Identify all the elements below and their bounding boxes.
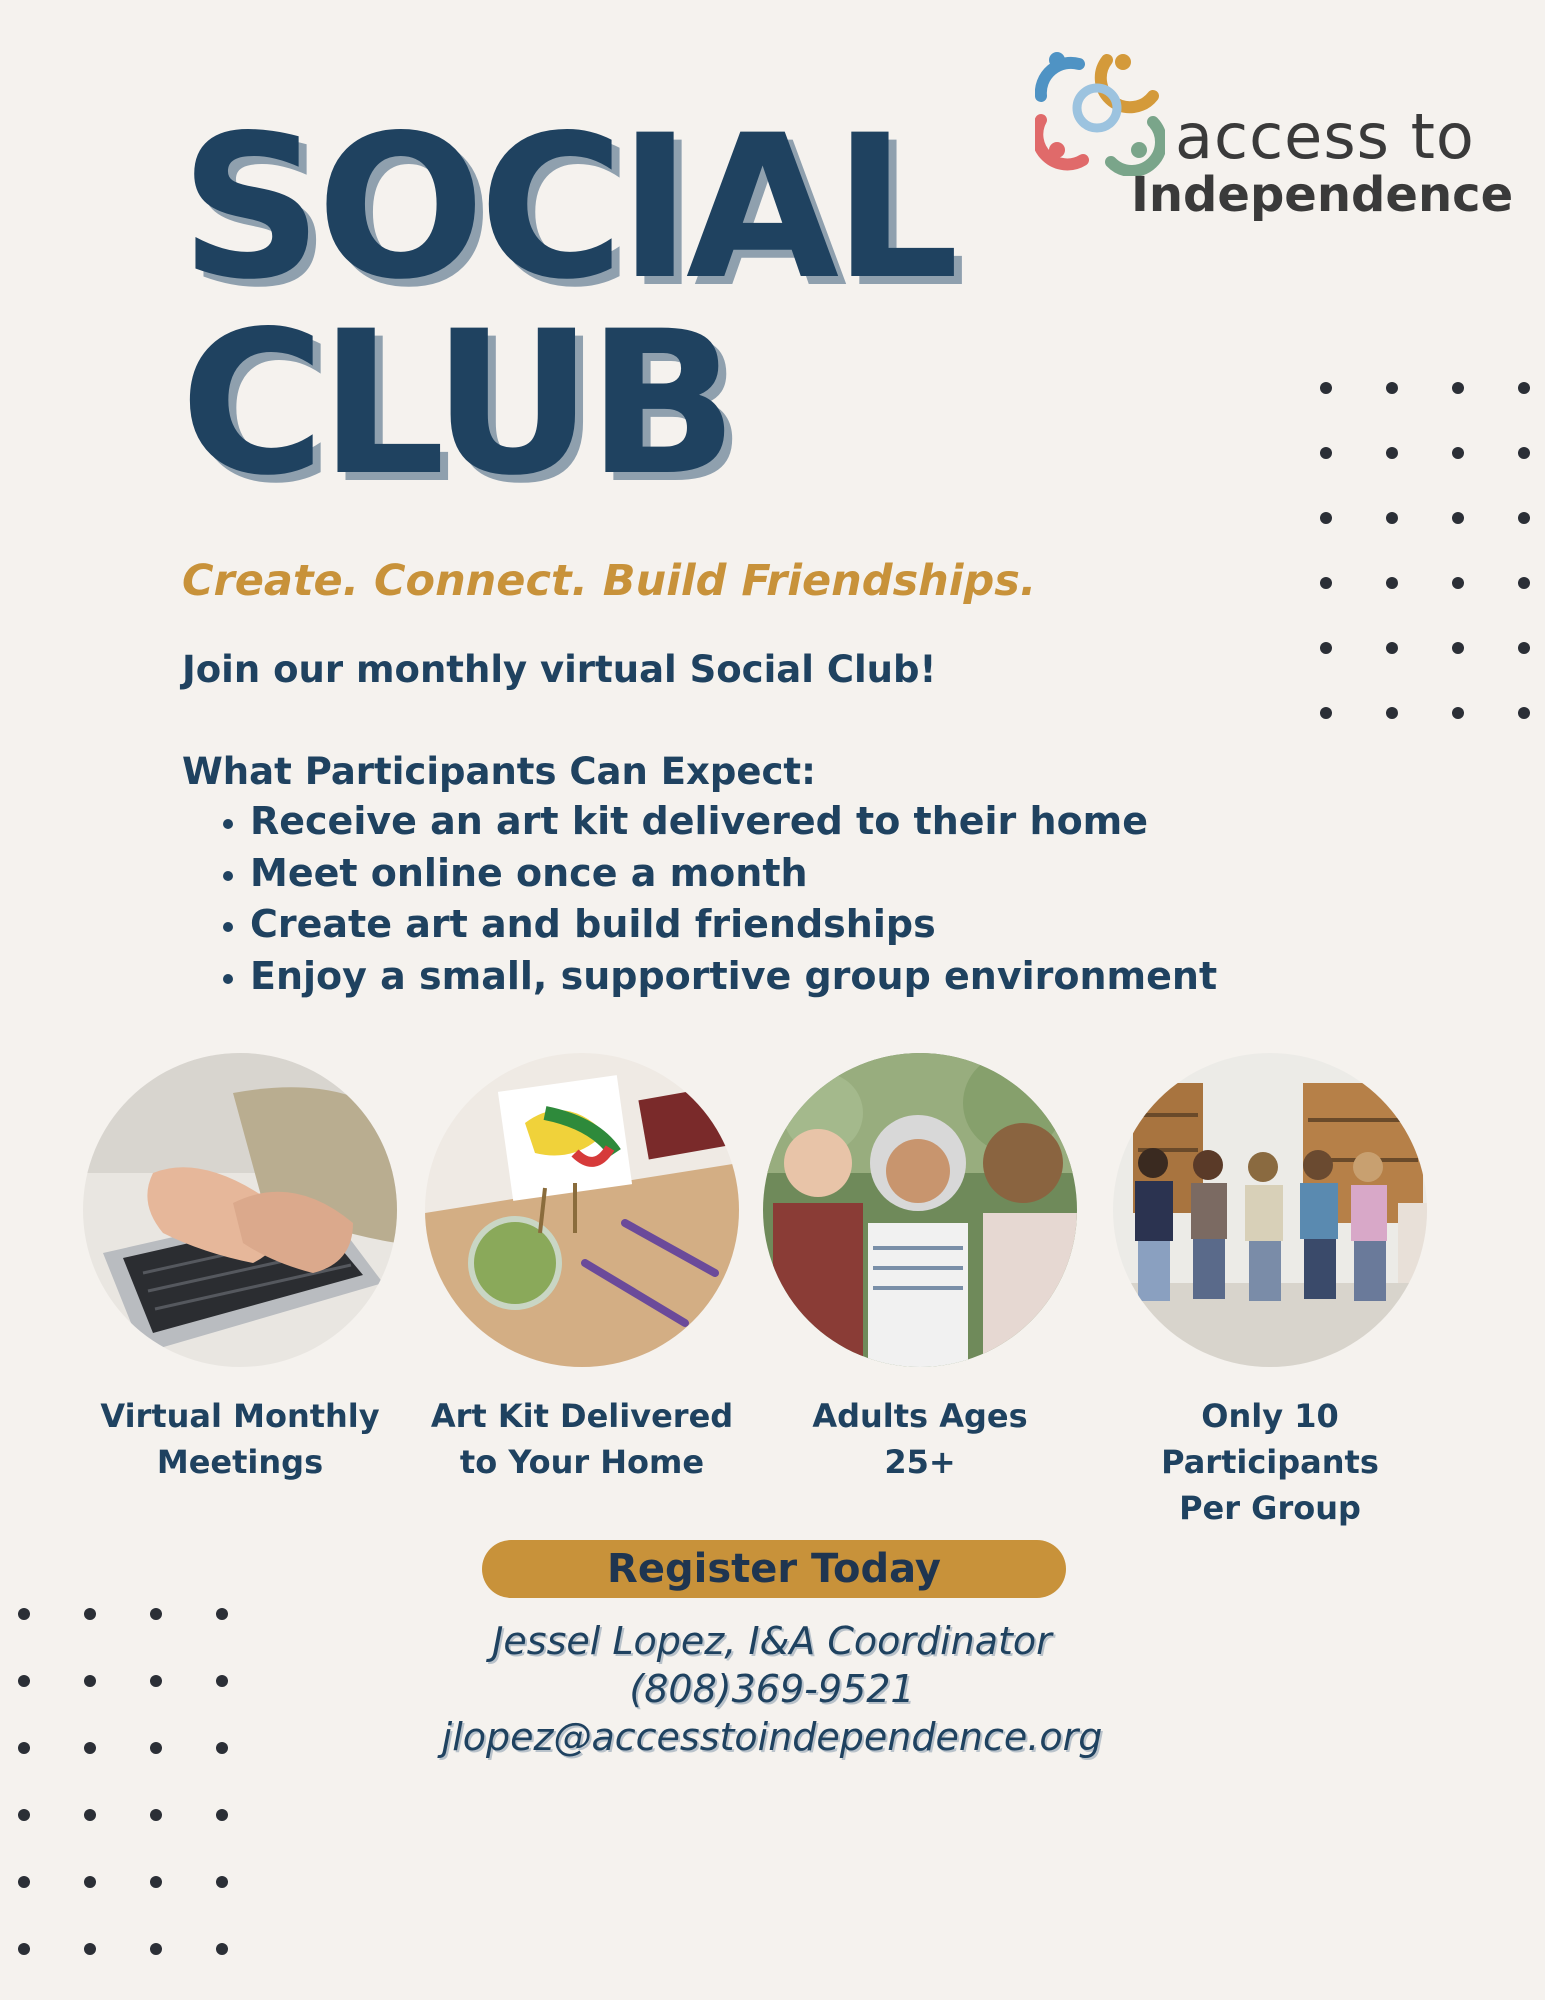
- decorative-dot: [1320, 447, 1332, 459]
- decorative-dot: [1320, 512, 1332, 524]
- decorative-dot: [1320, 642, 1332, 654]
- decorative-dot: [84, 1675, 96, 1687]
- decorative-dot: [18, 1943, 30, 1955]
- contact-email[interactable]: jlopez@accesstoindependence.org: [441, 1715, 1103, 1759]
- title-line-1: SOCIAL: [180, 92, 954, 323]
- decorative-dot: [84, 1876, 96, 1888]
- decorative-dot: [1452, 447, 1464, 459]
- feature-label: Adults Ages 25+: [812, 1397, 1028, 1481]
- decorative-dot: [1518, 577, 1530, 589]
- decorative-dot: [1386, 382, 1398, 394]
- logo-text-access-to: access to: [1175, 100, 1475, 173]
- decorative-dot: [1452, 512, 1464, 524]
- intro-text: Join our monthly virtual Social Club!: [182, 648, 937, 691]
- page-title: [180, 92, 954, 519]
- decorative-dot: [18, 1742, 30, 1754]
- decorative-dot: [1452, 577, 1464, 589]
- feature-label: Art Kit Delivered to Your Home: [430, 1397, 734, 1481]
- expect-list: [208, 796, 1217, 1002]
- tagline: Create. Connect. Build Friendships.: [182, 556, 1037, 606]
- decorative-dot: [84, 1943, 96, 1955]
- decorative-dot: [18, 1809, 30, 1821]
- feature-art-kit: [417, 1053, 747, 1485]
- art-supplies-photo: [425, 1053, 739, 1367]
- adults-group-photo: [763, 1053, 1077, 1367]
- decorative-dot: [1518, 512, 1530, 524]
- decorative-dot: [150, 1809, 162, 1821]
- contact-phone[interactable]: (808)369-9521: [629, 1667, 915, 1711]
- decorative-dot: [1386, 642, 1398, 654]
- contact-name: Jessel Lopez, I&A Coordinator: [492, 1619, 1052, 1663]
- decorative-dot: [18, 1876, 30, 1888]
- decorative-dot: [1518, 707, 1530, 719]
- register-button[interactable]: Register Today: [482, 1540, 1066, 1598]
- list-item: • Receive an art kit delivered to their home: [250, 796, 1217, 848]
- decorative-dot: [150, 1675, 162, 1687]
- decorative-dot: [216, 1943, 228, 1955]
- decorative-dot: [150, 1742, 162, 1754]
- decorative-dot: [1452, 642, 1464, 654]
- feature-adults-ages: [755, 1053, 1085, 1485]
- feature-label: Virtual Monthly Meetings: [100, 1397, 380, 1481]
- people-circle-logo-icon: [1035, 46, 1165, 176]
- decorative-dot: [1518, 447, 1530, 459]
- list-item: • Create art and build friendships: [250, 899, 1217, 951]
- list-item: • Meet online once a month: [250, 848, 1217, 900]
- decorative-dot: [84, 1809, 96, 1821]
- decorative-dot: [216, 1809, 228, 1821]
- laptop-typing-photo: [83, 1053, 397, 1367]
- title-line-2: CLUB: [180, 288, 733, 519]
- feature-group-size: [1105, 1053, 1435, 1531]
- decorative-dot: [84, 1742, 96, 1754]
- feature-virtual-meetings: [75, 1053, 405, 1485]
- decorative-dot: [84, 1608, 96, 1620]
- decorative-dot: [1320, 577, 1332, 589]
- decorative-dot: [216, 1675, 228, 1687]
- decorative-dot: [1518, 382, 1530, 394]
- dot-grid-left: [18, 1608, 228, 1955]
- decorative-dot: [1320, 707, 1332, 719]
- logo-text-independence: Independence: [1131, 167, 1514, 223]
- decorative-dot: [216, 1608, 228, 1620]
- decorative-dot: [1386, 707, 1398, 719]
- seated-group-photo: [1113, 1053, 1427, 1367]
- expect-heading: What Participants Can Expect:: [182, 750, 816, 793]
- decorative-dot: [1320, 382, 1332, 394]
- decorative-dot: [1386, 447, 1398, 459]
- organization-logo: [1035, 42, 1515, 232]
- decorative-dot: [1452, 707, 1464, 719]
- decorative-dot: [216, 1742, 228, 1754]
- list-item: • Enjoy a small, supportive group environment: [250, 951, 1217, 1003]
- decorative-dot: [1452, 382, 1464, 394]
- decorative-dot: [1386, 512, 1398, 524]
- dot-grid-right: [1320, 382, 1530, 719]
- decorative-dot: [18, 1608, 30, 1620]
- decorative-dot: [150, 1943, 162, 1955]
- feature-label: Only 10 Participants Per Group: [1161, 1397, 1379, 1527]
- decorative-dot: [150, 1608, 162, 1620]
- decorative-dot: [1518, 642, 1530, 654]
- decorative-dot: [18, 1675, 30, 1687]
- decorative-dot: [150, 1876, 162, 1888]
- decorative-dot: [216, 1876, 228, 1888]
- decorative-dot: [1386, 577, 1398, 589]
